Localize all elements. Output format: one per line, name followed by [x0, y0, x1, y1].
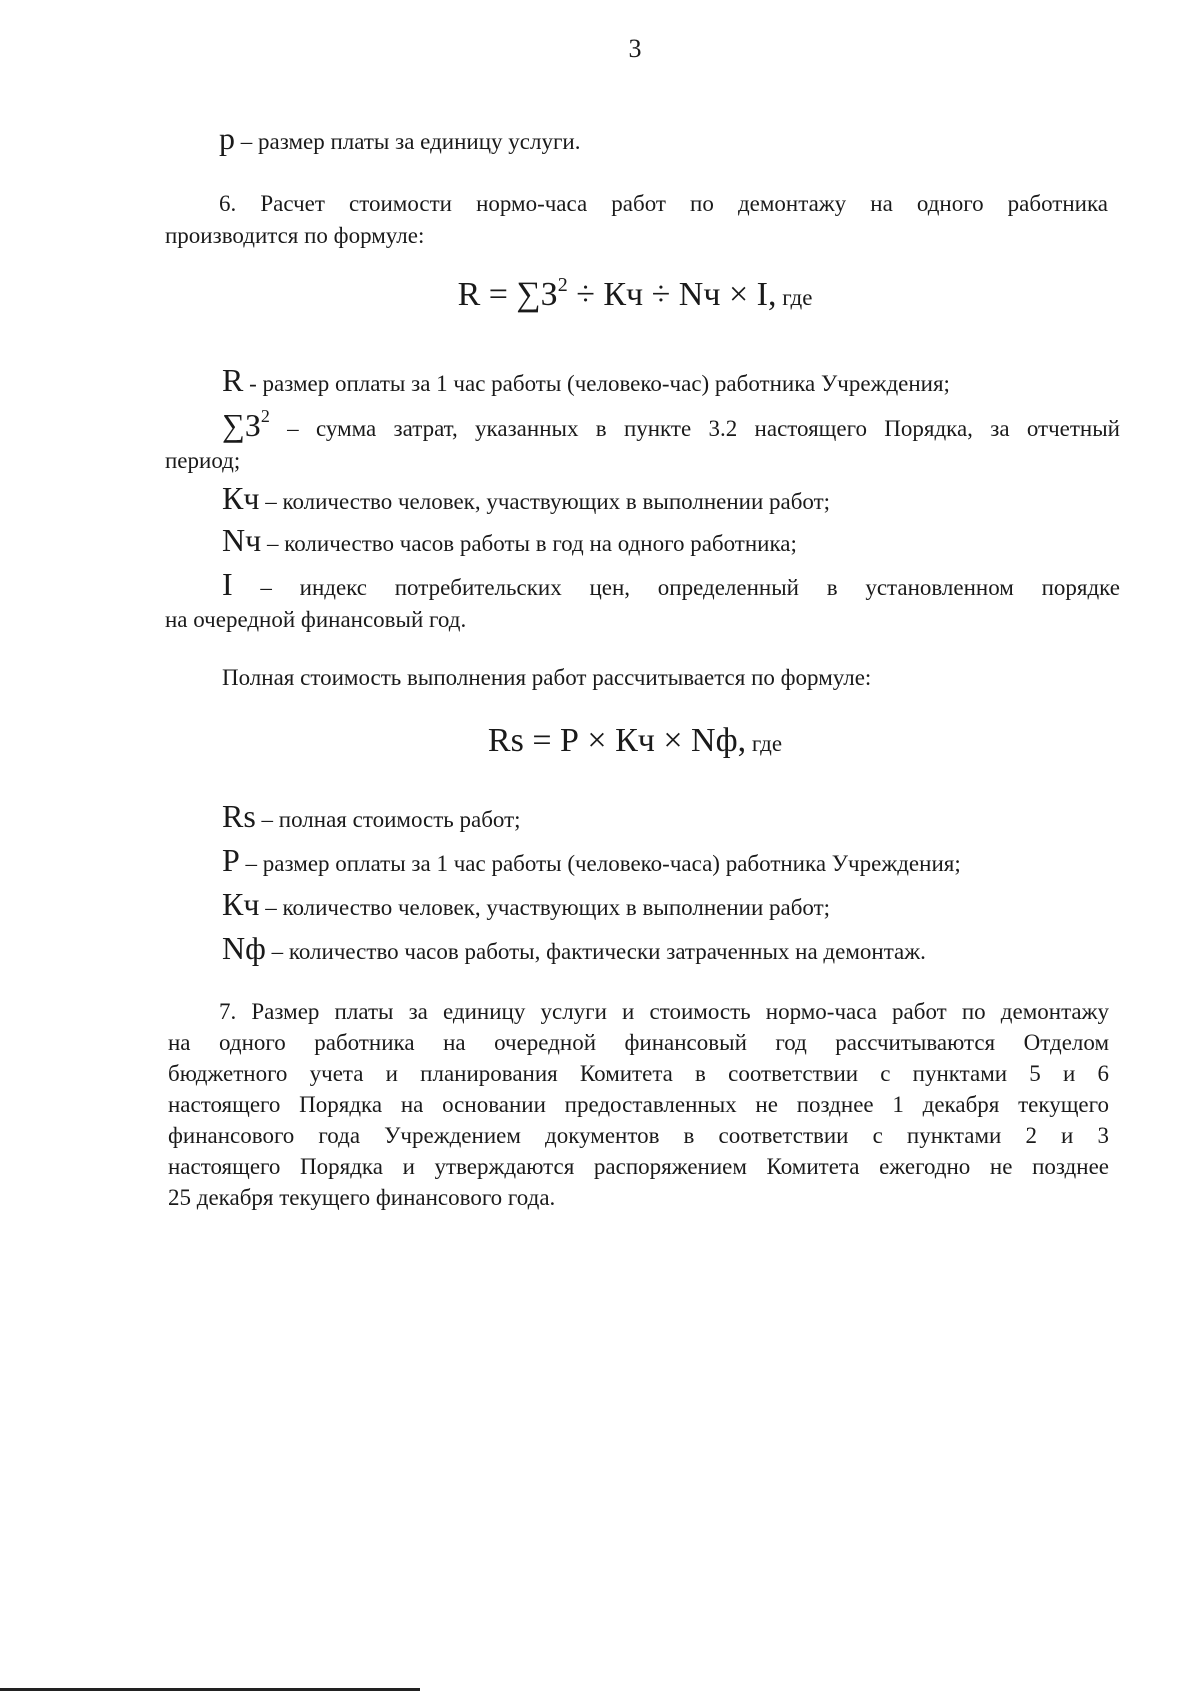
- definition-p: [222, 844, 961, 880]
- definition-p-text: – размер оплаты за 1 час работы (человеко-часа) работника Учреждения;: [239, 851, 961, 876]
- definition-n-symbol: Nч: [222, 522, 262, 558]
- formula-1: [0, 276, 1200, 314]
- definition-k-text: – количество человек, участвующих в выполнении работ;: [259, 489, 831, 514]
- item7-line1: 7. Размер платы за единицу услуги и стоимость нормо-часа работ по демонтажу: [219, 999, 1109, 1024]
- formula-1-lhs: R = ∑З: [457, 276, 558, 313]
- definition-k-symbol: Кч: [222, 480, 260, 516]
- definition-k: [222, 482, 830, 518]
- formula-2-where: где: [746, 731, 783, 756]
- item6-line1: 6. Расчет стоимости нормо-часа работ по демонтажу на одного работника: [219, 191, 1108, 216]
- item6-line2: производится по формуле:: [165, 223, 425, 248]
- definition-k2: [222, 888, 830, 924]
- formula-1-where: где: [776, 285, 813, 310]
- definition-sum-text: – сумма затрат, указанных в пункте 3.2 настоящего Порядка, за отчетный: [269, 416, 1120, 441]
- item7-line2: на одного работника на очередной финансовый год рассчитываются Отделом: [168, 1030, 1109, 1055]
- formula-2-main: Rs = Р × Кч × Nф,: [487, 722, 747, 759]
- item7-line6: настоящего Порядка и утверждаются распоряжением Комитета ежегодно не позднее: [168, 1154, 1109, 1179]
- definition-rs-symbol: Rs: [222, 798, 256, 834]
- full-cost-intro: Полная стоимость выполнения работ рассчитывается по формуле:: [222, 665, 872, 690]
- definition-p-symbol: Р: [222, 842, 240, 878]
- definition-r-symbol: R: [222, 362, 244, 398]
- formula-1-rhs: ÷ Кч ÷ Nч × I,: [567, 276, 777, 313]
- definition-nf-text: – количество часов работы, фактически затраченных на демонтаж.: [265, 939, 926, 964]
- definition-r-text: - размер оплаты за 1 час работы (человеко-час) работника Учреждения;: [243, 371, 950, 396]
- definition-i-continuation: на очередной финансовый год.: [165, 607, 467, 632]
- definition-r: [222, 364, 950, 400]
- definition-i-text: – индекс потребительских цен, определенный в установленном порядке: [232, 575, 1120, 600]
- definition-nf-symbol: Nф: [222, 930, 266, 966]
- page-number: 3: [628, 34, 642, 63]
- item7-line3: бюджетного учета и планирования Комитета в соответствии с пунктами 5 и 6: [168, 1061, 1109, 1086]
- definition-nf: [222, 932, 926, 968]
- definition-sum: [222, 406, 1120, 445]
- definition-n-text: – количество часов работы в год на одного работника;: [261, 531, 797, 556]
- item7-line7: 25 декабря текущего финансового года.: [168, 1185, 556, 1210]
- definition-rs: [222, 800, 521, 836]
- definition-i-symbol: I: [222, 566, 233, 602]
- definition-k2-symbol: Кч: [222, 886, 260, 922]
- item7-line4: настоящего Порядка на основании предоставленных не позднее 1 декабря текущего: [168, 1092, 1109, 1117]
- definition-n: [222, 524, 797, 560]
- definition-i: [222, 568, 1120, 604]
- scan-edge-line: [0, 1688, 420, 1691]
- p-symbol: р: [219, 120, 235, 156]
- definition-sum-continuation: период;: [165, 448, 241, 473]
- p-definition-text: – размер платы за единицу услуги.: [235, 129, 581, 154]
- definition-sum-symbol: ∑З: [222, 407, 261, 443]
- definition-rs-text: – полная стоимость работ;: [255, 807, 521, 832]
- formula-2: [0, 722, 1200, 760]
- p-definition: [219, 122, 580, 158]
- formula-1-exponent: 2: [557, 274, 568, 296]
- item7-line5: финансового года Учреждением документов в соответствии с пунктами 2 и 3: [168, 1123, 1109, 1148]
- definition-sum-exponent: 2: [260, 406, 270, 426]
- definition-k2-text: – количество человек, участвующих в выполнении работ;: [259, 895, 831, 920]
